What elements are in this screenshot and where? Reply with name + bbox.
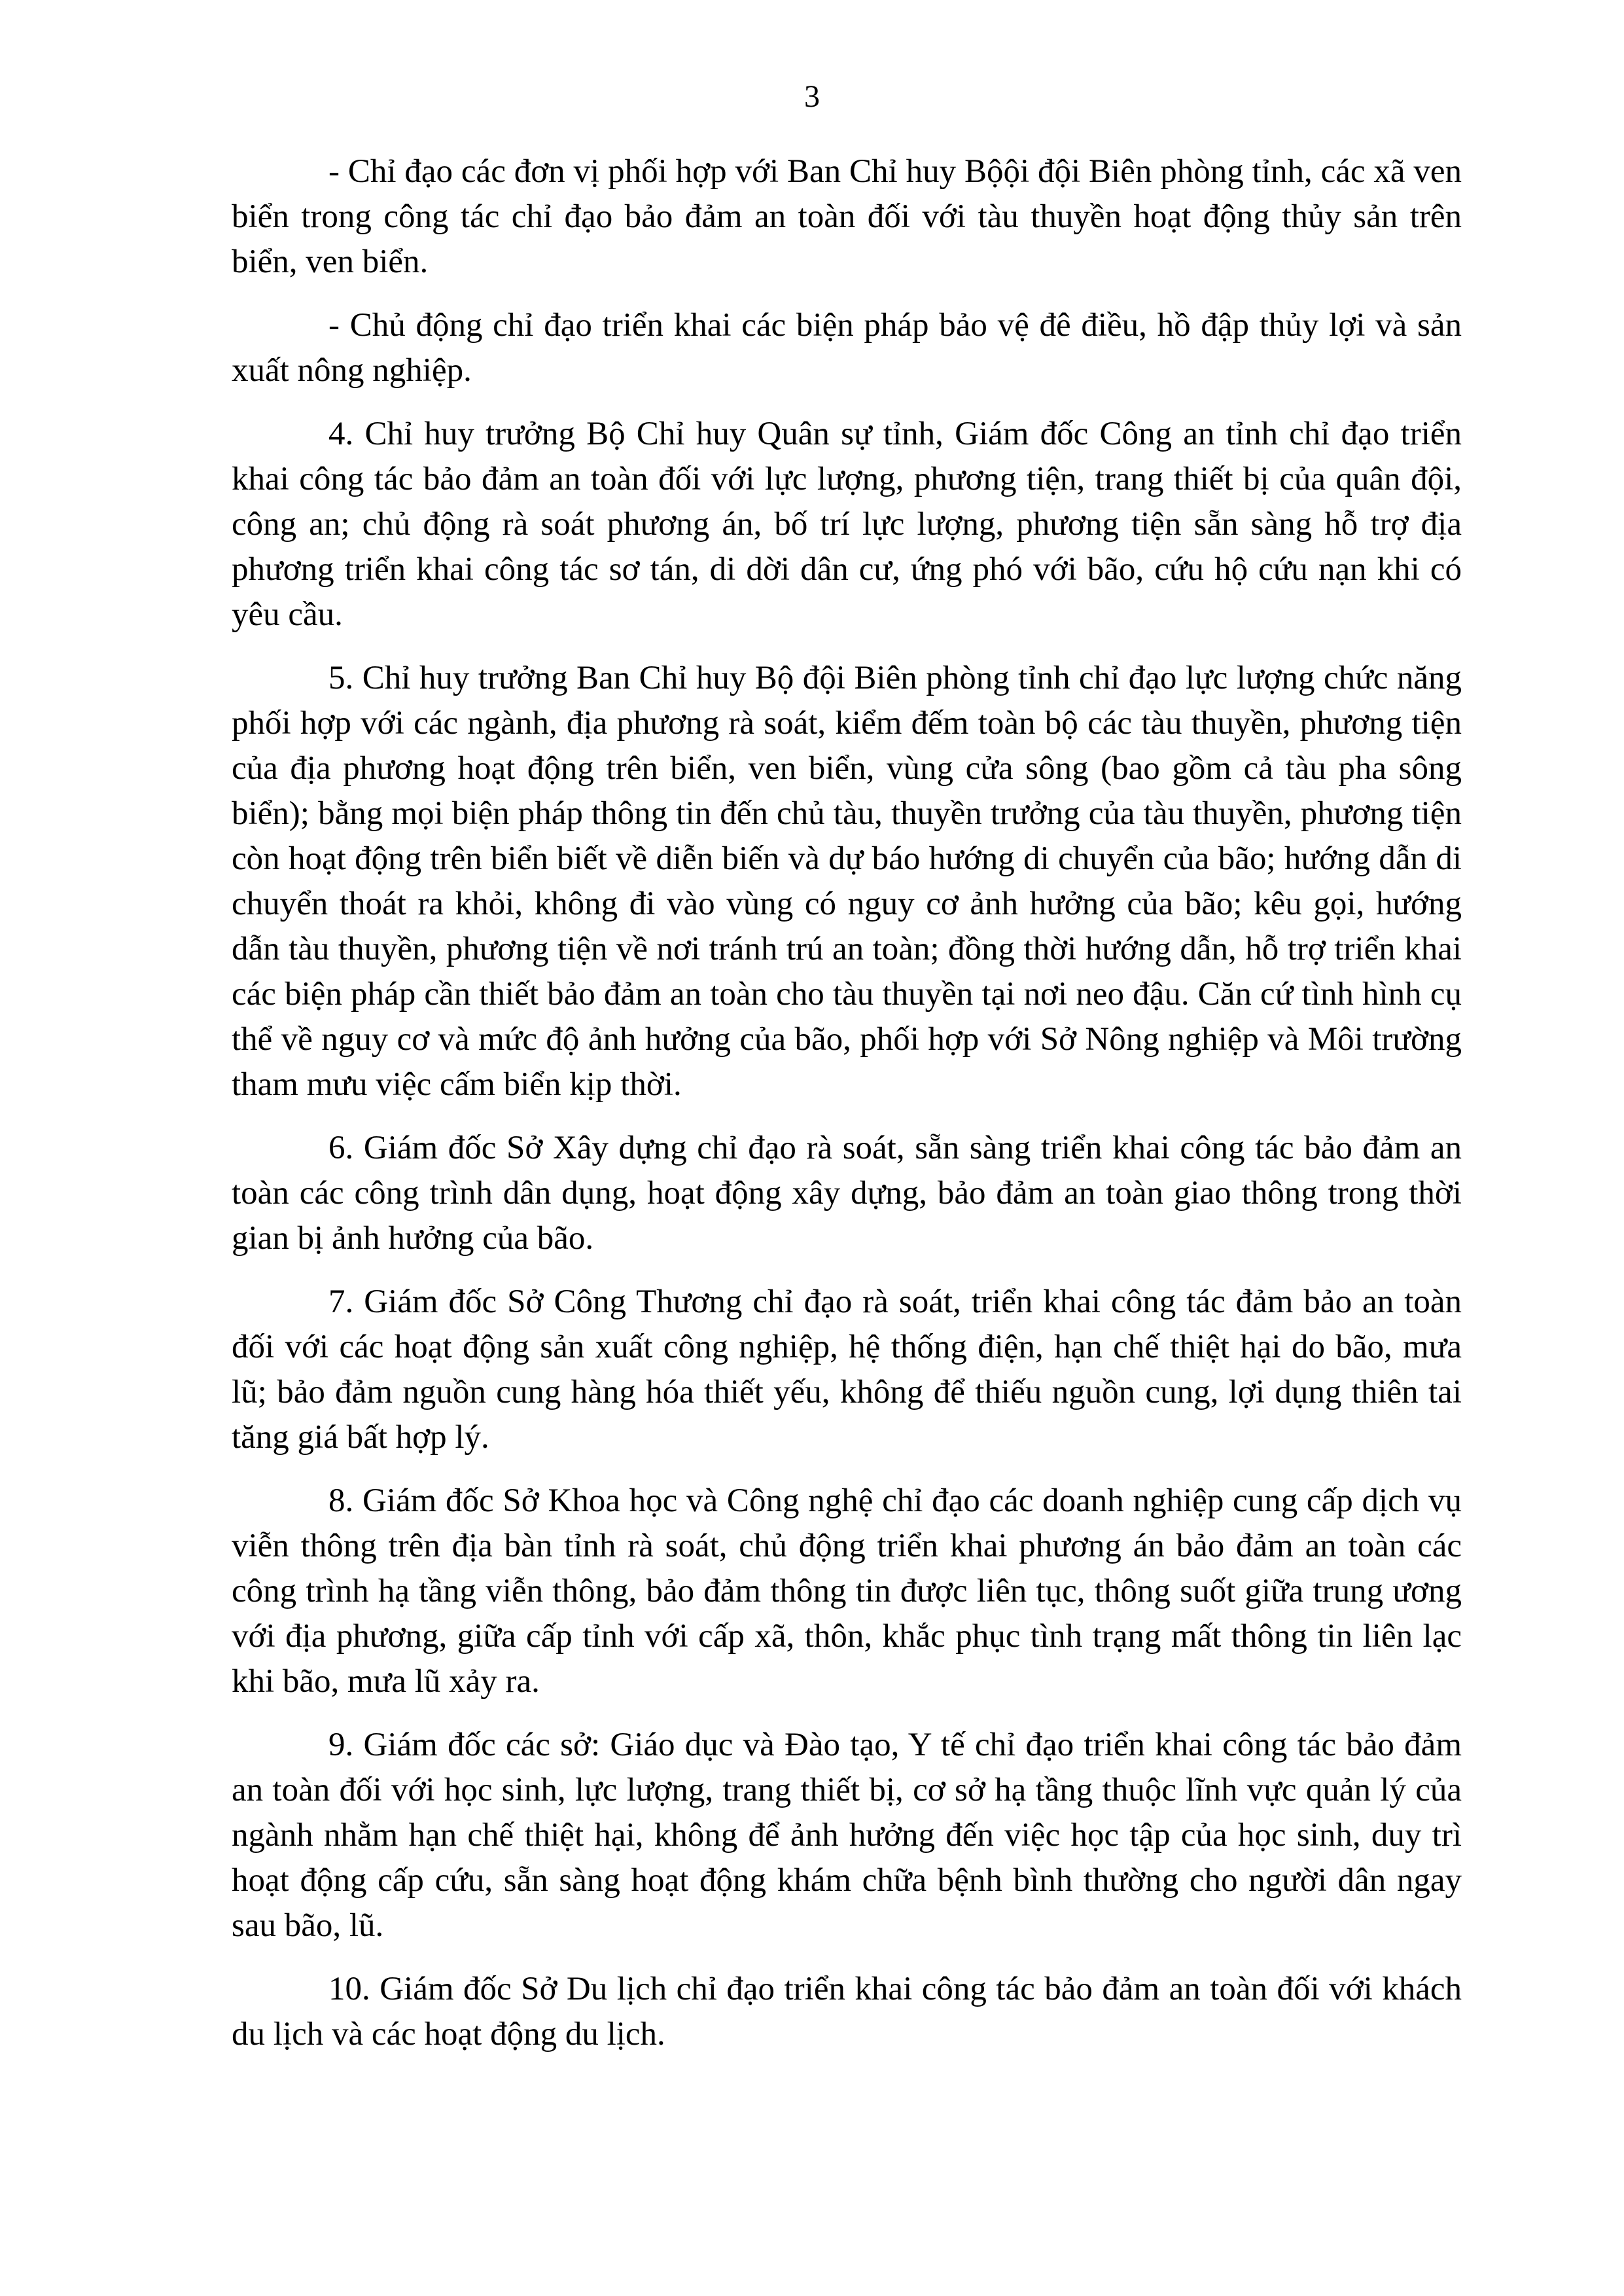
paragraph-unit-coordination: - Chỉ đạo các đơn vị phối hợp với Ban Chỉ huy Bộội đội Biên phòng tỉnh, các xã ven biển trong công tác chỉ đạo bảo đảm an toàn đối với tàu thuyền hoạt động thủy sản trên biển, ven biển. xyxy=(232,153,1462,280)
paragraph-item-8-science-technology: 8. Giám đốc Sở Khoa học và Công nghệ chỉ đạo các doanh nghiệp cung cấp dịch vụ viễn thông trên địa bàn tỉnh rà soát, chủ động triển khai phương án bảo đảm an toàn các công trình hạ tầng viễn thông, bảo đảm thông tin được liên tục, thông suốt giữa trung ương với địa phương, giữa cấp tỉnh với cấp xã, thôn, khắc phục tình trạng mất thông tin liên lạc khi bão, mưa lũ xảy ra. xyxy=(232,1482,1462,1700)
page-number: 3 xyxy=(804,79,820,114)
paragraph-dyke-protection: - Chủ động chỉ đạo triển khai các biện pháp bảo vệ đê điều, hồ đập thủy lợi và sản xuất nông nghiệp. xyxy=(232,307,1462,389)
paragraph-item-5-border-guard: 5. Chỉ huy trưởng Ban Chỉ huy Bộ đội Biên phòng tỉnh chỉ đạo lực lượng chức năng phối hợp với các ngành, địa phương rà soát, kiểm đếm toàn bộ các tàu thuyền, phương tiện của địa phương hoạt động trên biển, ven biển, vùng cửa sông (bao gồm cả tàu pha sông biển); bằng mọi biện pháp thông tin đến chủ tàu, thuyền trưởng của tàu thuyền, phương tiện còn hoạt động trên biển biết về diễn biến và dự báo hướng di chuyển của bão; hướng dẫn di chuyển thoát ra khỏi, không đi vào vùng có nguy cơ ảnh hưởng của bão; kêu gọi, hướng dẫn tàu thuyền, phương tiện về nơi tránh trú an toàn; đồng thời hướng dẫn, hỗ trợ triển khai các biện pháp cần thiết bảo đảm an toàn cho tàu thuyền tại nơi neo đậu. Căn cứ tình hình cụ thể về nguy cơ và mức độ ảnh hưởng của bão, phối hợp với Sở Nông nghiệp và Môi trường tham mưu việc cấm biển kịp thời. xyxy=(232,660,1462,1103)
document-body xyxy=(232,149,1462,2075)
paragraph-item-10-tourism: 10. Giám đốc Sở Du lịch chỉ đạo triển khai công tác bảo đảm an toàn đối với khách du lịch và các hoạt động du lịch. xyxy=(232,1971,1462,2053)
paragraph-item-4-military-police: 4. Chỉ huy trưởng Bộ Chỉ huy Quân sự tỉnh, Giám đốc Công an tỉnh chỉ đạo triển khai công tác bảo đảm an toàn đối với lực lượng, phương tiện, trang thiết bị của quân đội, công an; chủ động rà soát phương án, bố trí lực lượng, phương tiện sẵn sàng hỗ trợ địa phương triển khai công tác sơ tán, di dời dân cư, ứng phó với bão, cứu hộ cứu nạn khi có yêu cầu. xyxy=(232,416,1462,633)
paragraph-item-9-education-health: 9. Giám đốc các sở: Giáo dục và Đào tạo, Y tế chỉ đạo triển khai công tác bảo đảm an toàn đối với học sinh, lực lượng, trang thiết bị, cơ sở hạ tầng thuộc lĩnh vực quản lý của ngành nhằm hạn chế thiệt hại, không để ảnh hưởng đến việc học tập của học sinh, duy trì hoạt động cấp cứu, sẵn sàng hoạt động khám chữa bệnh bình thường cho người dân ngay sau bão, lũ. xyxy=(232,1727,1462,1944)
paragraph-item-6-construction: 6. Giám đốc Sở Xây dựng chỉ đạo rà soát, sẵn sàng triển khai công tác bảo đảm an toàn các công trình dân dụng, hoạt động xây dựng, bảo đảm an toàn giao thông trong thời gian bị ảnh hưởng của bão. xyxy=(232,1130,1462,1257)
paragraph-item-7-industry-trade: 7. Giám đốc Sở Công Thương chỉ đạo rà soát, triển khai công tác đảm bảo an toàn đối với các hoạt động sản xuất công nghiệp, hệ thống điện, hạn chế thiệt hại do bão, mưa lũ; bảo đảm nguồn cung hàng hóa thiết yếu, không để thiếu nguồn cung, lợi dụng thiên tai tăng giá bất hợp lý. xyxy=(232,1283,1462,1456)
